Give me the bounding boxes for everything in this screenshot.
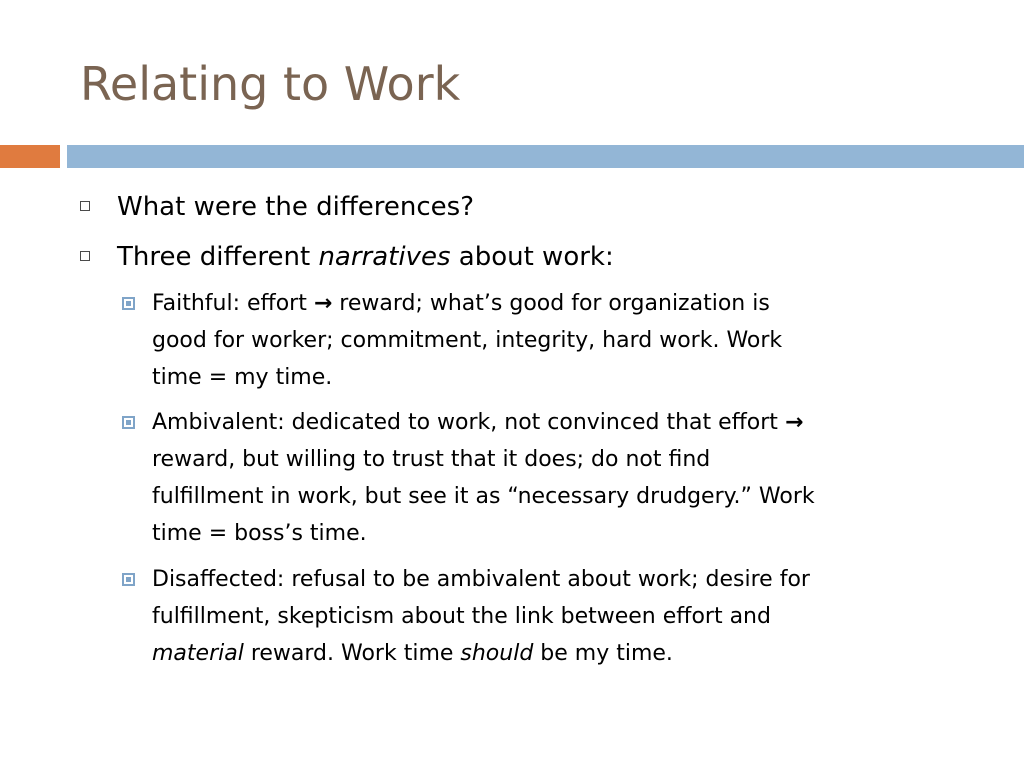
sub-bullet-text: Faithful: effort → reward; what’s good for organization is good for worker; commitment, integrity, hard work. Work time = my time. — [152, 291, 783, 390]
filled-square-bullet-icon — [122, 416, 135, 429]
sub-bullet-text: Ambivalent: dedicated to work, not convinced that effort → reward, but willing to trust that it does; do not find fulfillment in work, but see it as “necessary drudgery.” Work time = boss’s time. — [152, 410, 815, 546]
sub-bullet-item — [122, 404, 982, 552]
bullet-text: What were the differences? — [117, 192, 475, 222]
right-arrow-icon: → — [313, 291, 333, 316]
accent-bar-blue — [67, 145, 1024, 168]
right-arrow-icon: → — [784, 410, 804, 435]
filled-square-bullet-icon — [122, 297, 135, 310]
bullet-text: Three different narratives about work: — [117, 242, 614, 272]
slide-title: Relating to Work — [80, 57, 461, 111]
hollow-square-bullet-icon — [80, 251, 90, 261]
hollow-square-bullet-icon — [80, 201, 90, 211]
sub-bullet-item — [122, 285, 982, 396]
accent-bar-orange — [0, 145, 60, 168]
filled-square-bullet-icon — [122, 573, 135, 586]
sub-bullet-item — [122, 561, 982, 672]
sub-bullet-text: Disaffected: refusal to be ambivalent about work; desire for fulfillment, skepticism about the link between effort and material reward. Work time should be my time. — [152, 567, 810, 666]
